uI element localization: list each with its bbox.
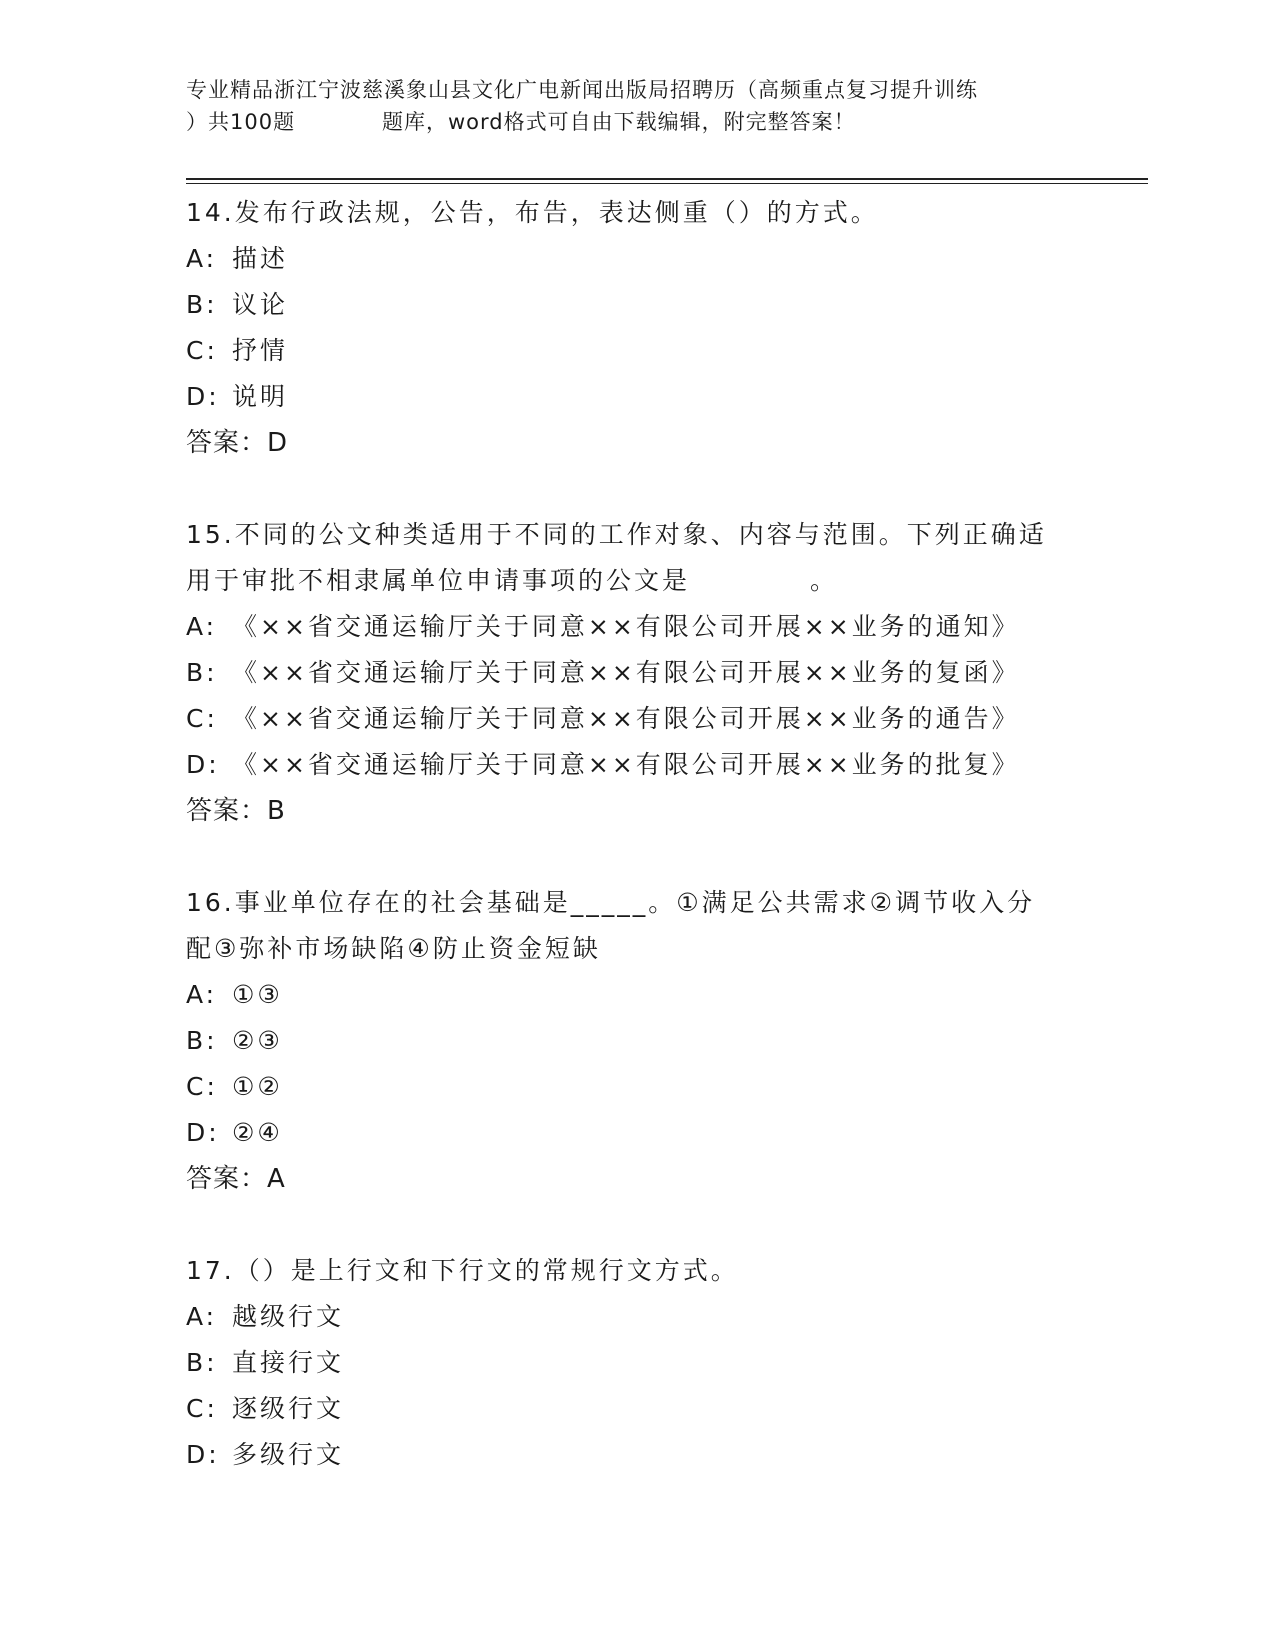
- option-letter: C:: [186, 336, 218, 365]
- question-15: [186, 512, 1086, 834]
- option-text: ②③: [232, 1026, 283, 1055]
- option-d: [186, 742, 1086, 788]
- option-letter: D:: [186, 1440, 220, 1469]
- option-b: [186, 1340, 1086, 1386]
- question-text-line: [186, 558, 1086, 604]
- header-title-line-1: 专业精品浙江宁波慈溪象山县文化广电新闻出版局招聘历（高频重点复习提升训练: [186, 78, 978, 102]
- option-text: 抒情: [232, 336, 289, 365]
- option-c: [186, 1064, 1086, 1110]
- option-letter: B:: [186, 1026, 218, 1055]
- option-text: 直接行文: [232, 1348, 345, 1377]
- question-text: [186, 880, 1086, 972]
- option-letter: C:: [186, 704, 218, 733]
- option-text: 《××省交通运输厅关于同意××有限公司开展××业务的复函》: [232, 658, 1020, 687]
- option-text: 议论: [232, 290, 289, 319]
- question-text-line: 15.不同的公文种类适用于不同的工作对象、内容与范围。下列正确适: [186, 520, 1047, 549]
- answer-line: 答案：D: [186, 428, 289, 458]
- option-text: ①②: [232, 1072, 283, 1101]
- question-text: [186, 1248, 1086, 1294]
- option-b: [186, 1018, 1086, 1064]
- option-d: [186, 1110, 1086, 1156]
- option-letter: A:: [186, 1302, 218, 1331]
- option-d: [186, 1432, 1086, 1478]
- option-letter: B:: [186, 290, 218, 319]
- question-text: [186, 512, 1086, 604]
- option-text: 说明: [232, 382, 289, 411]
- option-letter: B:: [186, 1348, 218, 1377]
- option-text: 越级行文: [232, 1302, 345, 1331]
- option-letter: C:: [186, 1072, 218, 1101]
- header-divider-thin: [186, 183, 1148, 184]
- option-text: ②④: [232, 1118, 283, 1147]
- answer-line: 答案：B: [186, 796, 286, 826]
- option-a: [186, 604, 1086, 650]
- option-letter: A:: [186, 980, 218, 1009]
- option-text: 《××省交通运输厅关于同意××有限公司开展××业务的通知》: [232, 612, 1020, 641]
- option-d: [186, 374, 1086, 420]
- option-a: [186, 236, 1086, 282]
- option-letter: D:: [186, 382, 220, 411]
- option-c: [186, 1386, 1086, 1432]
- option-text: 多级行文: [232, 1440, 345, 1469]
- option-text: 逐级行文: [232, 1394, 345, 1423]
- option-letter: A:: [186, 244, 218, 273]
- option-text: 描述: [232, 244, 289, 273]
- question-text-line: 16.事业单位存在的社会基础是_____。①满足公共需求②调节收入分: [186, 888, 1036, 917]
- option-text: ①③: [232, 980, 283, 1009]
- question-text-line: 配③弥补市场缺陷④防止资金短缺: [186, 934, 601, 963]
- option-letter: A:: [186, 612, 218, 641]
- option-b: [186, 650, 1086, 696]
- option-letter: D:: [186, 1118, 220, 1147]
- header-question-count: ）共100题: [186, 110, 296, 134]
- document-header: [186, 74, 1086, 138]
- question-text-fragment: 。: [810, 566, 839, 595]
- header-title-line-2: [186, 106, 1086, 138]
- question-text: [186, 190, 1086, 236]
- option-letter: D:: [186, 750, 220, 779]
- option-a: [186, 1294, 1086, 1340]
- option-letter: B:: [186, 658, 218, 687]
- question-text-line: 17.（）是上行文和下行文的常规行文方式。: [186, 1256, 739, 1285]
- question-text-fragment: 用于审批不相隶属单位申请事项的公文是: [186, 566, 691, 595]
- option-c: [186, 328, 1086, 374]
- question-14: [186, 190, 1086, 466]
- option-c: [186, 696, 1086, 742]
- question-text-line: 14.发布行政法规，公告，布告，表达侧重（）的方式。: [186, 198, 879, 227]
- header-subtitle: 题库，word格式可自由下载编辑，附完整答案！: [382, 110, 856, 134]
- option-b: [186, 282, 1086, 328]
- answer-line: 答案：A: [186, 1164, 286, 1194]
- option-a: [186, 972, 1086, 1018]
- option-letter: C:: [186, 1394, 218, 1423]
- header-divider-thick: [186, 178, 1148, 180]
- option-text: 《××省交通运输厅关于同意××有限公司开展××业务的通告》: [232, 704, 1020, 733]
- question-16: [186, 880, 1086, 1202]
- question-17: [186, 1248, 1086, 1478]
- option-text: 《××省交通运输厅关于同意××有限公司开展××业务的批复》: [232, 750, 1020, 779]
- question-list: [186, 190, 1086, 1524]
